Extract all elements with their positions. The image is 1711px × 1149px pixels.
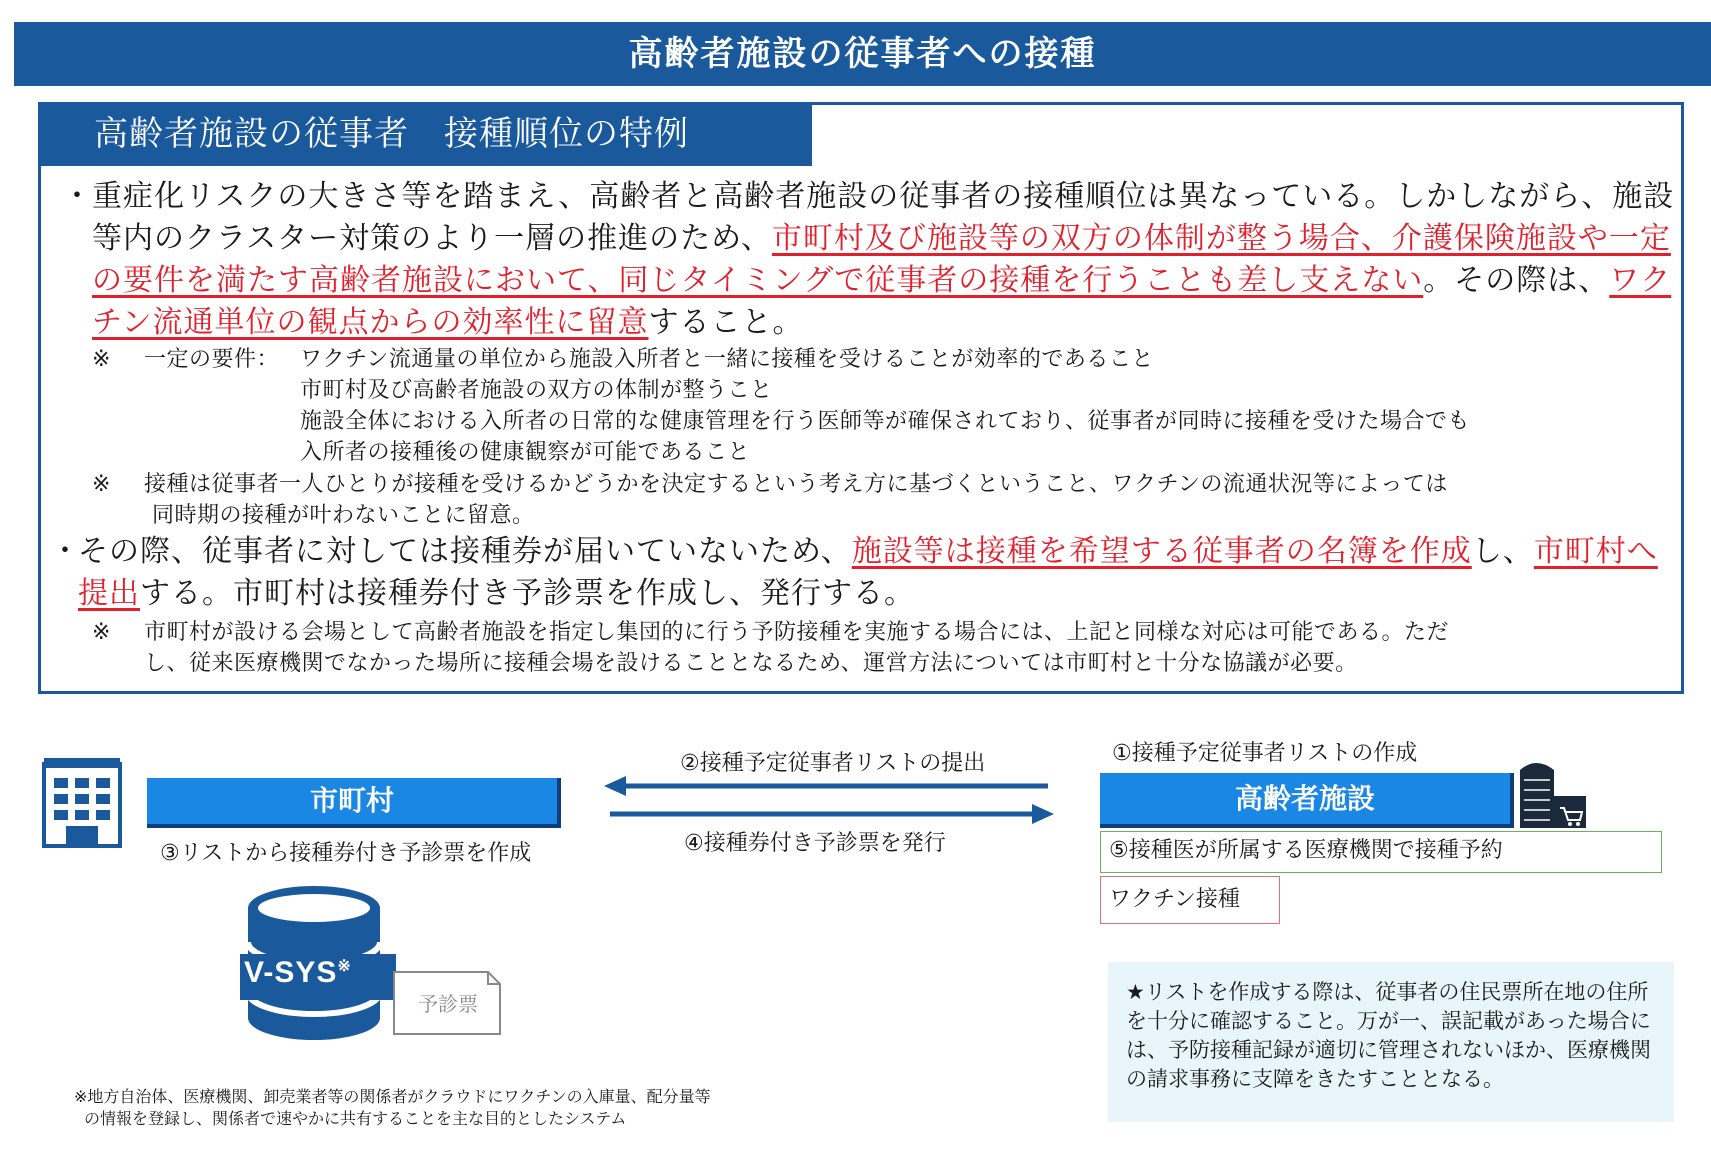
vaccination-label: ワクチン接種	[1109, 887, 1240, 912]
info-text: ★リストを作成する際は、従事者の住民票所在地の住所を十分に確認すること。万が一、誤記載があった場合には、予防接種記録が適切に管理されないほか、医療機関の請求事務に支障をきたすこととなる。	[1126, 980, 1651, 1091]
footnote-line: の情報を登録し、関係者で速やかに共有することを主な目的としたシステム	[84, 1109, 627, 1128]
bullet-2	[50, 531, 1680, 615]
note-mark: ※	[92, 347, 111, 372]
form-label: 予診票	[418, 992, 478, 1016]
facility-label: 高齢者施設	[1100, 773, 1514, 828]
note-mark: ※	[92, 620, 111, 645]
note-group-vaccination	[92, 617, 1672, 679]
note-mark: ※	[92, 472, 111, 497]
bullet-1-highlight-b: ワクチン流通単位の観点からの効率性に留意	[92, 263, 1672, 340]
step-4-label: ④接種券付き予診票を発行	[684, 831, 946, 856]
bullet-2-highlight-a: 施設等は接種を希望する従事者の名簿を作成	[851, 534, 1472, 569]
note-individual-decision	[92, 469, 1672, 531]
bullet-1-text-b: 。その際は、	[1423, 263, 1610, 298]
step-1-label: ①接種予定従事者リストの作成	[1112, 741, 1418, 766]
office-building-icon	[40, 756, 124, 848]
vsys-mark: ※	[337, 958, 352, 975]
requirement-line: ワクチン流通量の単位から施設入所者と一緒に接種を受けることが効率的であること	[300, 347, 1154, 372]
info-note	[1108, 962, 1674, 1122]
note-2-line: 同時期の接種が叶わないことに留意。	[152, 503, 535, 528]
requirement-line: 入所者の接種後の健康観察が可能であること	[300, 440, 751, 465]
vsys-label	[244, 956, 352, 990]
page-title: 高齢者施設の従事者への接種	[14, 22, 1711, 86]
requirement-line: 施設全体における入所者の日常的な健康管理を行う医師等が確保されており、従事者が同時に接種を受けた場合でも	[300, 409, 1471, 434]
municipality-label: 市町村	[147, 778, 561, 828]
footnote-line: ※地方自治体、医療機関、卸売業者等の関係者がクラウドにワクチンの入庫量、配分量等	[74, 1087, 711, 1106]
bullet-1-text-c: すること。	[648, 305, 804, 340]
step-5-box	[1100, 831, 1662, 873]
bullet-1-highlight-a: 市町村及び施設等の双方の体制が整う場合、介護保険施設や一定の要件を満たす高齢者施設において、同じタイミングで従事者の接種を行うことも差し支えない	[92, 221, 1671, 298]
bullet-2-text-a: その際、従事者に対しては接種券が届いていないため、	[78, 534, 852, 569]
vaccination-box	[1100, 876, 1280, 924]
note-requirements	[92, 344, 1672, 468]
arrow-left-icon	[604, 774, 1050, 798]
note-3-line: 市町村が設ける会場として高齢者施設を指定し集団的に行う予防接種を実施する場合には、上記と同様な対応は可能である。ただ	[144, 620, 1450, 645]
note-requirements-label: 一定の要件：	[144, 347, 280, 372]
facility-building-icon	[1516, 756, 1588, 828]
bullet-2-text-c: する。市町村は接種券付き予診票を作成し、発行する。	[140, 576, 915, 611]
arrow-right-icon	[608, 802, 1054, 826]
requirement-line: 市町村及び高齢者施設の双方の体制が整うこと	[300, 378, 773, 403]
bullet-2-text-b: し、	[1471, 534, 1534, 569]
panel-heading: 高齢者施設の従事者 接種順位の特例	[38, 102, 812, 166]
note-3-line: し、従来医療機関でなかった場所に接種会場を設けることとなるため、運営方法については市町村と十分な協議が必要。	[144, 651, 1358, 676]
bullet-mark: ・	[62, 179, 93, 214]
step-5-label: ⑤接種医が所属する医療機関で接種予約	[1109, 838, 1503, 863]
step-2-label: ②接種予定従事者リストの提出	[680, 751, 986, 776]
bullet-1-text-a: 重症化リスクの大きさ等を踏まえ、高齢者と高齢者施設の従事者の接種順位は異なっている。しかしながら、施設等内のクラスター対策のより一層の推進のため、	[92, 179, 1675, 256]
bullet-1	[62, 176, 1682, 344]
vsys-footnote	[74, 1086, 711, 1130]
bullet-mark: ・	[50, 534, 81, 569]
vsys-text: V-SYS	[244, 956, 338, 989]
note-2-line: 接種は従事者一人ひとりが接種を受けるかどうかを決定するという考え方に基づくということ、ワクチンの流通状況等によっては	[144, 472, 1448, 497]
bullet-2-highlight-b: 市町村へ提出	[78, 534, 1658, 611]
step-3-label: ③リストから接種券付き予診票を作成	[160, 841, 532, 866]
